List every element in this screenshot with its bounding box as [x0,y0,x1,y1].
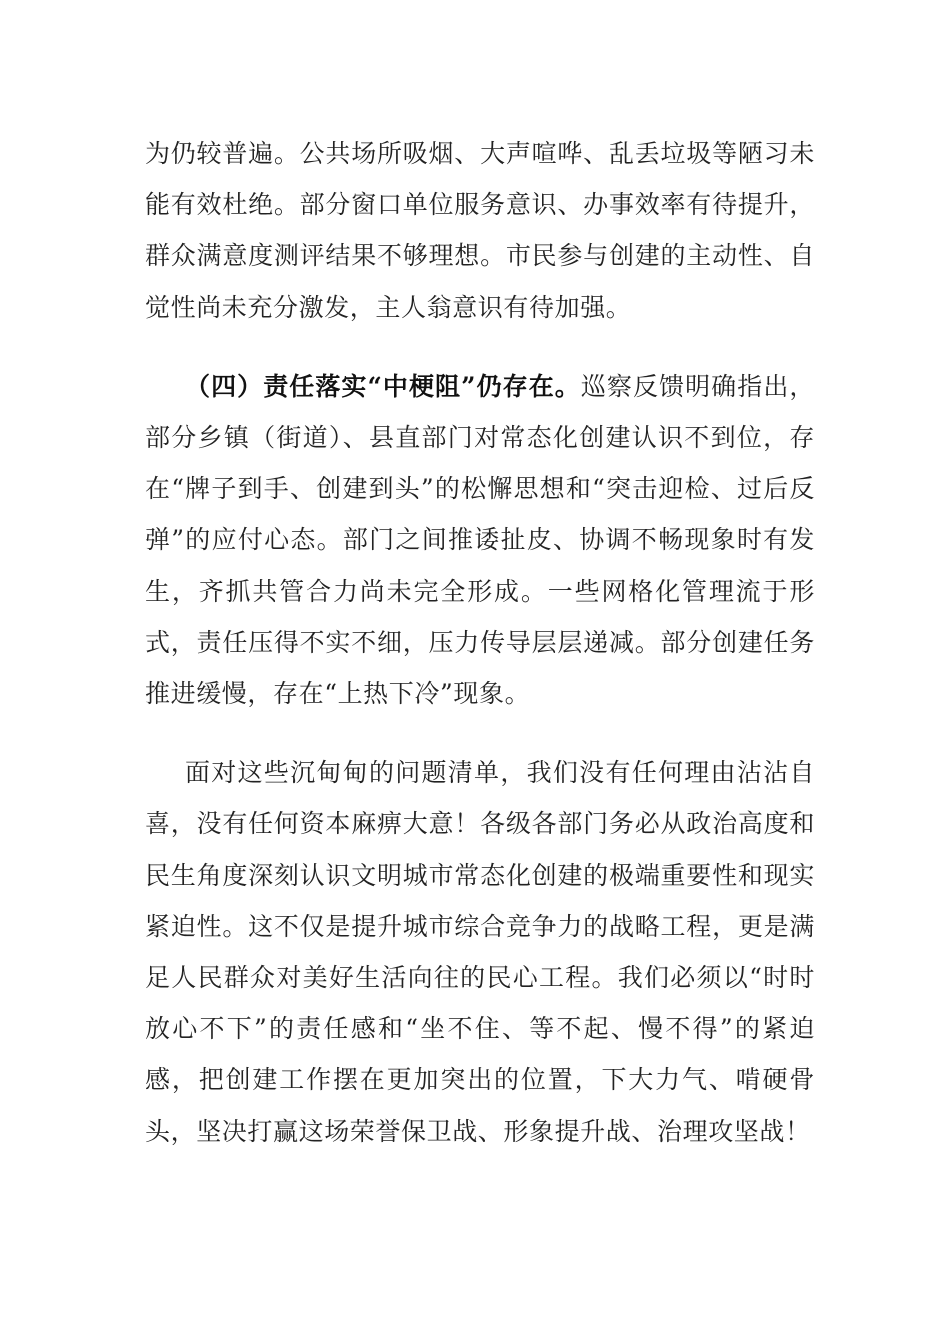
section-body: 巡察反馈明确指出，部分乡镇（街道）、县直部门对常态化创建认识不到位，存在“牌子到手、创建到头”的松懈思想和“突击迎检、过后反弹”的应付心态。部门之间推诿扯皮、协调不畅现象时有发生，齐抓共管合力尚未完全形成。一些网格化管理流于形式，责任压得不实不细，压力传导层层递减。部分创建任务推进缓慢，存在“上热下冷”现象。 [145,371,815,709]
paragraph-gap [145,719,815,747]
paragraph-responsibility [145,361,815,719]
paragraph-continued: 为仍较普遍。公共场所吸烟、大声喧哗、乱丢垃圾等陋习未能有效杜绝。部分窗口单位服务意识、办事效率有待提升，群众满意度测评结果不够理想。市民参与创建的主动性、自觉性尚未充分激发，主人翁意识有待加强。 [145,139,815,322]
section-heading: （四）责任落实“中梗阻”仍存在。 [185,371,581,401]
document-body [145,128,815,1157]
paragraph-gap [145,333,815,361]
paragraph-conclusion: 面对这些沉甸甸的问题清单，我们没有任何理由沾沾自喜，没有任何资本麻痹大意！各级各部门务必从政治高度和民生角度深刻认识文明城市常态化创建的极端重要性和现实紧迫性。这不仅是提升城市综合竞争力的战略工程，更是满足人民群众对美好生活向往的民心工程。我们必须以“时时放心不下”的责任感和“坐不住、等不起、慢不得”的紧迫感，把创建工作摆在更加突出的位置，下大力气、啃硬骨头，坚决打赢这场荣誉保卫战、形象提升战、治理攻坚战！ [145,758,815,1146]
